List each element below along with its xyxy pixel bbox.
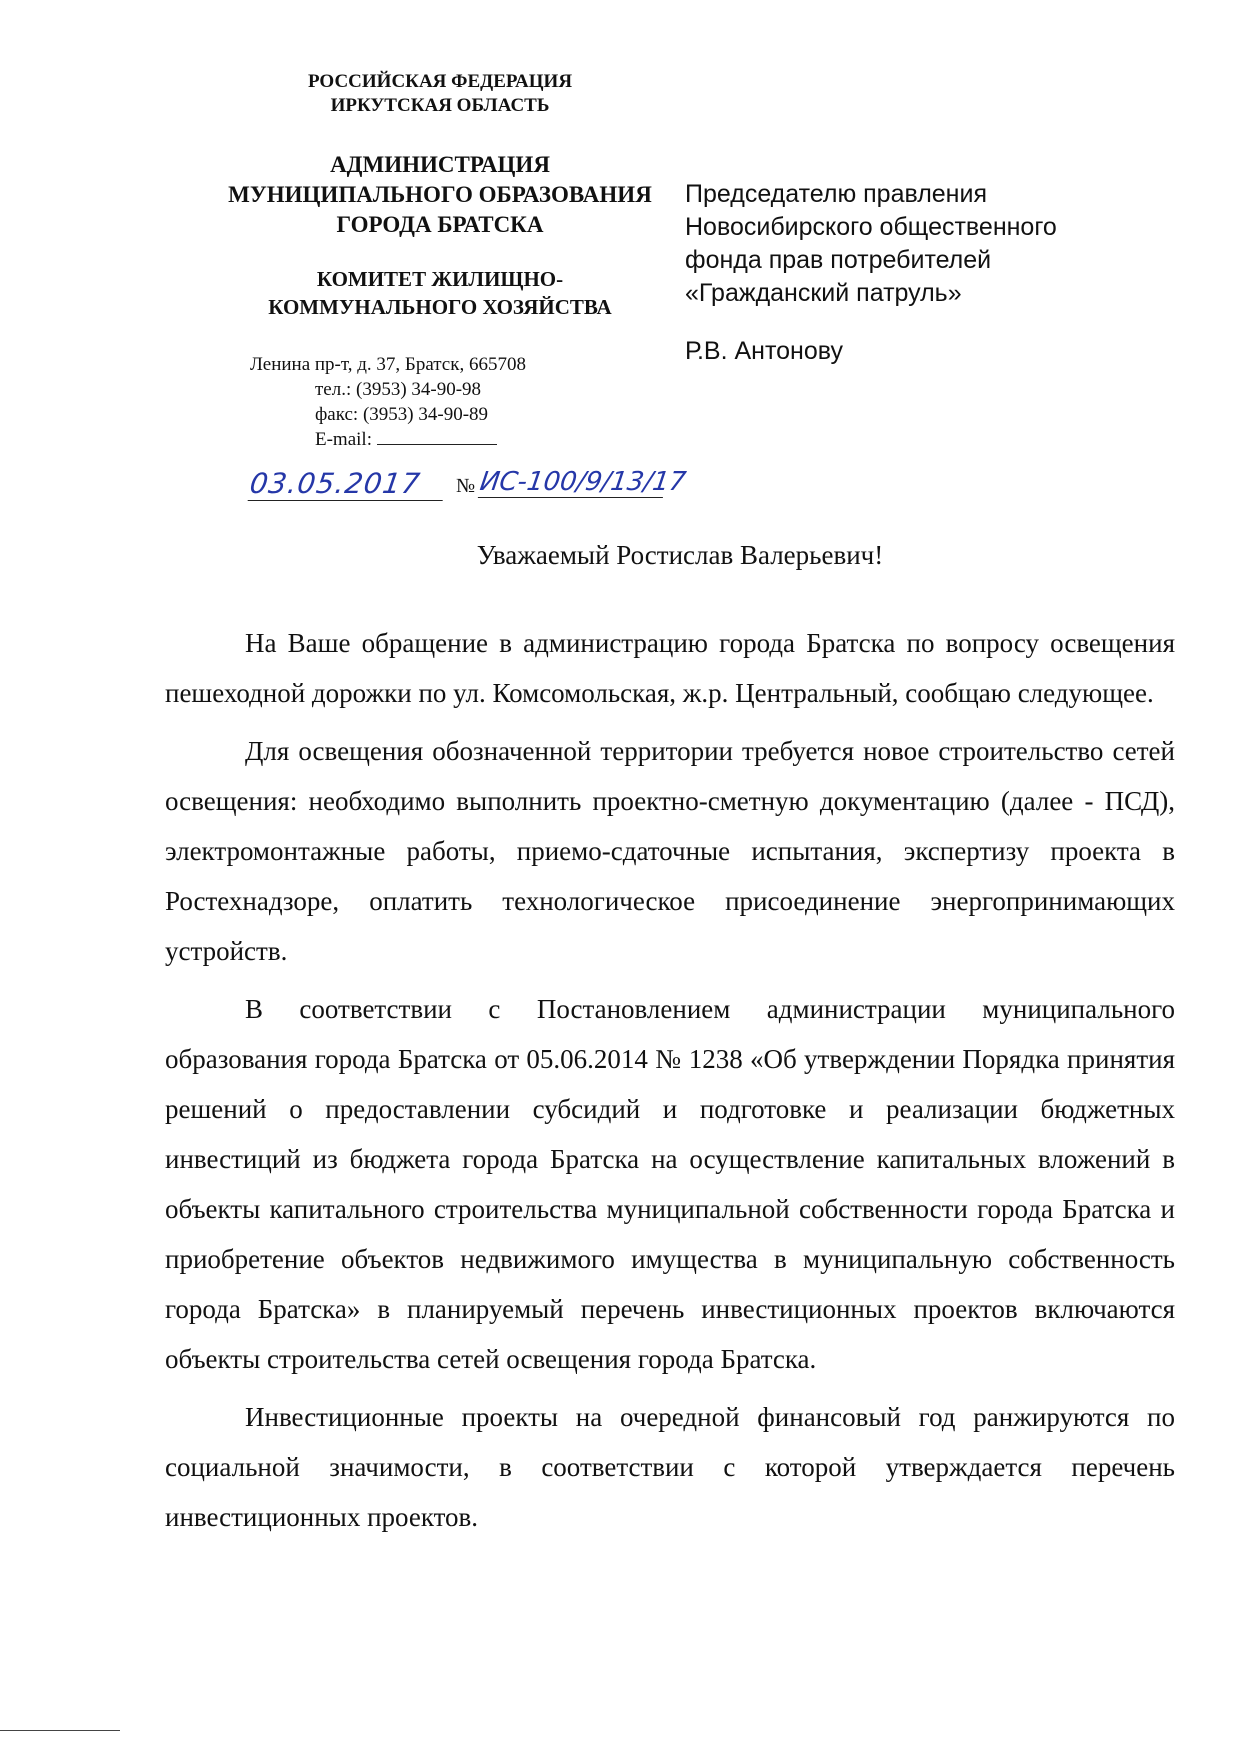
admin-line-2: МУНИЦИПАЛЬНОГО ОБРАЗОВАНИЯ bbox=[228, 182, 652, 207]
letterhead-contacts bbox=[250, 352, 526, 452]
registration-line bbox=[247, 467, 688, 507]
region-line: ИРКУТСКАЯ ОБЛАСТЬ bbox=[330, 95, 550, 116]
fax: факс: (3953) 34-90-89 bbox=[315, 404, 489, 425]
email-label: E-mail: bbox=[315, 429, 372, 450]
body-paragraph: На Ваше обращение в администрацию города Братска по вопросу освещения пешеходной дорожки по ул. Комсомольская, ж.р. Центральный, сообщаю следующее. bbox=[165, 628, 1175, 708]
letterhead-committee bbox=[150, 265, 730, 321]
addressee-line: Новосибирского общественного bbox=[685, 213, 1057, 241]
country-line: РОССИЙСКАЯ ФЕДЕРАЦИЯ bbox=[307, 71, 573, 92]
letter-body bbox=[165, 618, 1175, 1550]
postal-address: Ленина пр-т, д. 37, Братск, 665708 bbox=[250, 354, 526, 375]
email-blank-line bbox=[377, 428, 497, 445]
phone: тел.: (3953) 34-90-98 bbox=[315, 379, 482, 400]
addressee-name: Р.В. Антонову bbox=[685, 337, 843, 365]
body-paragraph: Для освещения обозначенной территории требуется новое строительство сетей освещения: необходимо выполнить проектно-сметную документацию (далее - ПСД), электромонтажные работы, приемо-сдаточные испытания, экспертизу проекта в Ростехнадзоре, оплатить технологическое присоединение энергопринимающих устройств. bbox=[165, 736, 1175, 966]
letterhead-administration bbox=[150, 150, 730, 240]
registration-number-label: № bbox=[456, 475, 476, 497]
email-row bbox=[250, 427, 526, 452]
footer-rule bbox=[0, 1730, 120, 1731]
registration-date: 03.05.2017 bbox=[248, 467, 448, 501]
body-paragraph: Инвестиционные проекты на очередной финансовый год ранжируются по социальной значимости, в соответствии с которой утверждается перечень инвестиционных проектов. bbox=[165, 1402, 1175, 1532]
committee-line-2: КОММУНАЛЬНОГО ХОЗЯЙСТВА bbox=[268, 295, 612, 319]
addressee-line: фонда прав потребителей bbox=[685, 246, 992, 274]
salutation: Уважаемый Ростислав Валерьевич! bbox=[476, 540, 884, 570]
addressee-line: «Гражданский патруль» bbox=[685, 279, 962, 307]
letterhead-country bbox=[150, 70, 730, 118]
addressee-line: Председателю правления bbox=[685, 180, 987, 208]
registration-number: ИС-100/9/13/17 bbox=[477, 467, 688, 497]
committee-line-1: КОМИТЕТ ЖИЛИЩНО- bbox=[316, 267, 564, 291]
admin-line-1: АДМИНИСТРАЦИЯ bbox=[330, 152, 550, 177]
addressee-block bbox=[685, 178, 1057, 368]
admin-line-3: ГОРОДА БРАТСКА bbox=[336, 212, 544, 237]
body-paragraph: В соответствии с Постановлением администрации муниципального образования города Братска от 05.06.2014 № 1238 «Об утверждении Порядка принятия решений о предоставлении субсидий и подготовке и реализации бюджетных инвестиций из бюджета города Братска на осуществление капитальных вложений в объекты капитального строительства муниципальной собственности города Братска и приобретение объектов недвижимого имущества в муниципальную собственность города Братска» в планируемый перечень инвестиционных проектов включаются объекты строительства сетей освещения города Братска. bbox=[165, 994, 1175, 1374]
